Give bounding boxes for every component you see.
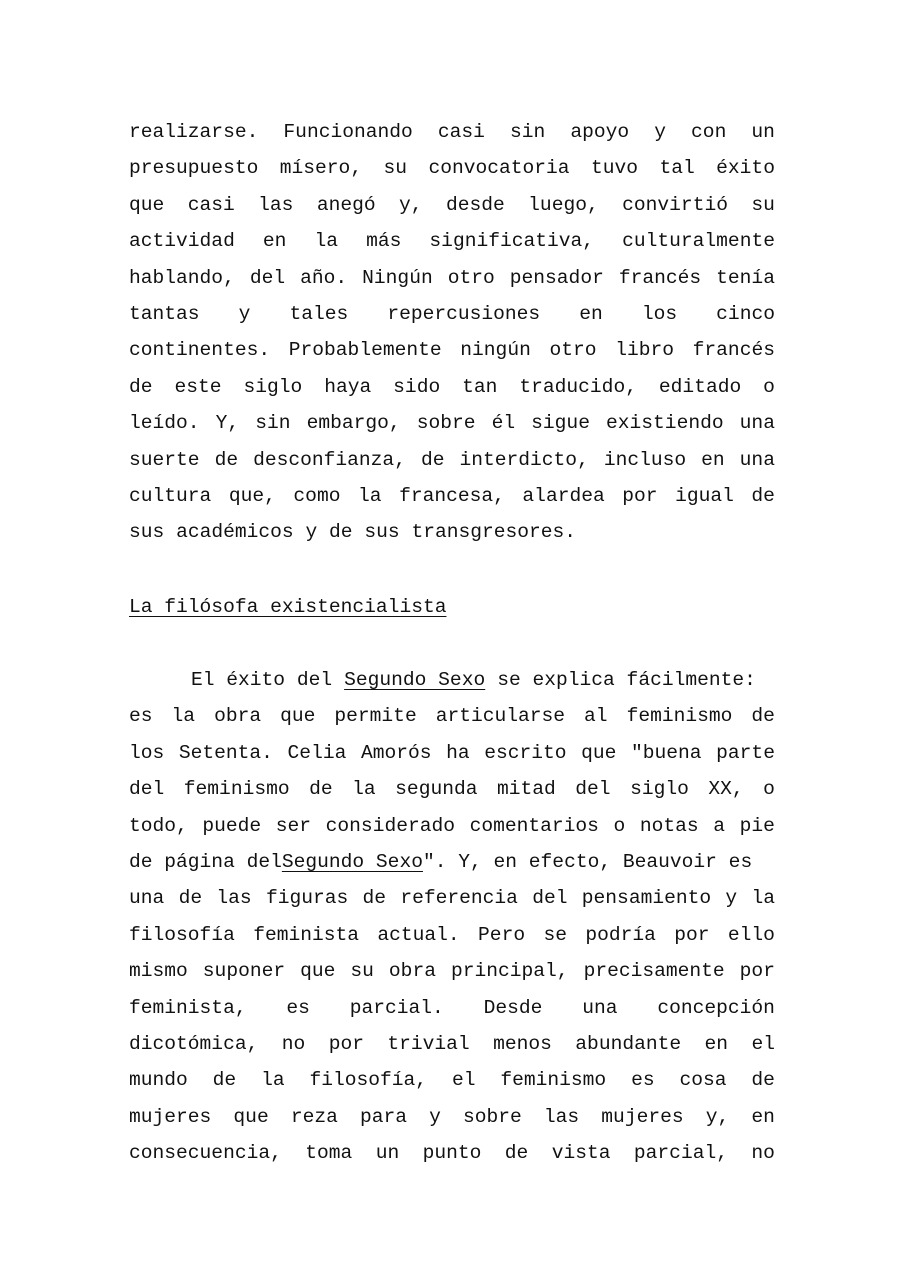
paragraph-line [129, 442, 775, 478]
word: anegó [316, 193, 376, 216]
word: leído. [129, 412, 200, 435]
word: presupuesto [129, 157, 259, 180]
word: las [216, 887, 252, 910]
word: Funcionando [283, 121, 413, 143]
word: su [751, 193, 775, 216]
word: de [329, 521, 353, 544]
word: sin [509, 121, 546, 143]
word: figuras [265, 887, 349, 910]
word: la [751, 887, 775, 910]
word: Amorós [360, 741, 432, 764]
word: comentarios [469, 814, 599, 837]
word: que, [228, 484, 276, 507]
paragraph-line [129, 332, 775, 368]
paragraph-line [129, 953, 775, 989]
paragraph-line [129, 1135, 775, 1171]
word: francesa, [399, 484, 505, 507]
word: no [751, 1142, 775, 1165]
book-title: Segundo Sexo [344, 669, 486, 691]
word: y [238, 302, 251, 325]
word: la [261, 1069, 285, 1092]
word: una [739, 412, 775, 435]
word: a [713, 814, 726, 837]
word: sobre [416, 412, 476, 435]
word: segunda [395, 778, 478, 801]
paragraph-text: El éxito del [191, 669, 333, 691]
word: ser [275, 814, 312, 837]
word: como [293, 484, 341, 507]
word: consecuencia, [129, 1142, 282, 1165]
word: pensamiento [581, 887, 712, 910]
word: que [129, 193, 165, 216]
word: feminista [253, 923, 360, 946]
word: luego, [528, 193, 599, 216]
word: la [358, 484, 382, 507]
word: principal, [450, 960, 569, 983]
word: obra [214, 705, 262, 728]
word: y [654, 121, 666, 143]
word: francés [618, 266, 702, 289]
word: un [751, 121, 775, 143]
word: tan [462, 375, 498, 398]
word: por [739, 960, 775, 983]
word: mitad [496, 778, 556, 801]
word: feminismo [500, 1069, 607, 1092]
word: las [258, 193, 294, 216]
word: mujeres [601, 1105, 684, 1128]
paragraph-line [129, 1026, 775, 1062]
word: de [751, 484, 775, 507]
word: es [129, 705, 153, 728]
word: Desde [483, 996, 543, 1019]
word: reza [290, 1105, 338, 1128]
word: referencia [400, 887, 518, 910]
word: que [581, 741, 617, 764]
word: obra [388, 960, 436, 983]
word: casi [437, 121, 485, 143]
paragraph-line [129, 844, 775, 880]
word: embargo, [306, 412, 401, 435]
word: por [328, 1032, 364, 1055]
word: este [174, 375, 222, 398]
paragraph-line [129, 369, 775, 405]
word: abundante [575, 1032, 682, 1055]
paragraph-line [129, 114, 775, 150]
paragraph-line [129, 917, 775, 953]
word: del [249, 266, 286, 289]
word: concepción [657, 996, 775, 1019]
word: Y, [215, 412, 240, 435]
word: para [359, 1105, 408, 1128]
word: punto [422, 1142, 482, 1165]
word: Celia [287, 741, 347, 764]
paragraph-line [129, 150, 775, 186]
word: por [622, 484, 658, 507]
word: tuvo [590, 157, 639, 180]
word: una [129, 887, 165, 910]
paragraph-line [129, 478, 775, 514]
word: sus [129, 521, 165, 544]
word: mísero, [279, 157, 363, 180]
word: feminista, [129, 996, 247, 1019]
word: Setenta. [178, 741, 273, 764]
word: suerte [129, 448, 200, 471]
paragraph-2 [129, 662, 775, 1171]
word: al [584, 705, 608, 728]
word: interdicto, [459, 448, 589, 471]
word: parte [716, 741, 775, 764]
book-title: Segundo Sexo [281, 850, 423, 873]
word: feminismo [183, 778, 290, 801]
word: transgresores. [411, 521, 577, 544]
word: toma [305, 1142, 353, 1165]
word: precisamente [583, 960, 725, 983]
word: repercusiones [387, 302, 541, 325]
paragraph-line [129, 260, 775, 296]
word: todo, [129, 814, 188, 837]
word: significativa, [429, 230, 595, 253]
word: por [674, 923, 710, 946]
word: puede [202, 814, 262, 837]
word: actual. [377, 923, 460, 946]
word: cinco [716, 302, 775, 325]
word: sobre [463, 1105, 522, 1128]
paragraph-1 [129, 114, 775, 551]
word: realizarse. [129, 121, 259, 143]
word: siglo [630, 778, 689, 801]
word: un [375, 1142, 400, 1165]
word: la [171, 705, 196, 728]
word: traducido, [519, 375, 637, 398]
word: XX, [708, 778, 744, 801]
word: pensador [509, 266, 604, 289]
paragraph-text: de página del [129, 850, 282, 873]
word: ello [727, 923, 775, 946]
word: existiendo [606, 412, 724, 435]
word: continentes. [129, 339, 271, 362]
word: feminismo [626, 705, 733, 728]
word: de [178, 887, 203, 910]
word: desde [445, 193, 505, 216]
word: tantas [129, 302, 200, 325]
word: es [286, 996, 310, 1019]
word: francés [692, 339, 775, 362]
paragraph-line [129, 187, 775, 223]
word: editado [658, 375, 742, 398]
word: con [691, 121, 727, 143]
word: o [763, 375, 775, 398]
word: que [233, 1105, 269, 1128]
paragraph-line [129, 514, 775, 550]
word: y [725, 887, 738, 910]
paragraph-line [129, 296, 775, 332]
word: en [701, 448, 725, 471]
word: una [739, 448, 775, 471]
word: tenía [716, 266, 775, 289]
word: las [543, 1105, 580, 1128]
word: otro [549, 339, 597, 362]
word: vista [551, 1142, 611, 1165]
word: de [751, 1069, 775, 1092]
word: académicos [176, 521, 294, 544]
word: casi [187, 193, 235, 216]
word: del [129, 778, 165, 801]
section-heading: La filósofa existencialista [129, 596, 447, 618]
word: los [641, 302, 678, 325]
word: Pero [478, 923, 526, 946]
word: pie [739, 814, 775, 837]
word: alardea [522, 484, 605, 507]
word: parcial. [349, 996, 444, 1019]
word: articularse [435, 705, 566, 728]
paragraph-line [129, 735, 775, 771]
word: convirtió [622, 193, 728, 216]
word: una [582, 996, 618, 1019]
word: y, [399, 193, 423, 216]
word: parcial, [633, 1142, 728, 1165]
word: haya [324, 375, 372, 398]
word: los [129, 741, 165, 764]
word: permite [334, 705, 417, 728]
paragraph-line [129, 698, 775, 734]
paragraph-line [129, 990, 775, 1026]
word: su [350, 960, 374, 983]
word: siglo [243, 375, 303, 398]
word: sin [255, 412, 291, 435]
word: y [429, 1105, 441, 1128]
word: de [420, 448, 445, 471]
paragraph-line [129, 880, 775, 916]
word: su [383, 157, 408, 180]
word: que [300, 960, 336, 983]
word: de [214, 448, 239, 471]
word: incluso [603, 448, 687, 471]
paragraph-line [129, 1062, 775, 1098]
word: en [751, 1105, 775, 1128]
paragraph-line [129, 1099, 775, 1135]
paragraph-line [129, 808, 775, 844]
word: no [281, 1032, 306, 1055]
word: el [451, 1069, 476, 1092]
word: igual [675, 484, 734, 507]
word: mundo [129, 1069, 188, 1092]
word: Ningún [362, 266, 433, 289]
word: Probablemente [288, 339, 442, 362]
word: apoyo [570, 121, 630, 143]
word: él [491, 412, 516, 435]
word: dicotómica, [129, 1032, 259, 1055]
word: desconfianza, [253, 448, 406, 471]
word: de [751, 705, 775, 728]
word: escrito [484, 741, 567, 764]
word: filosofía, [309, 1069, 428, 1092]
word: y, [705, 1105, 730, 1128]
word: ha [446, 741, 470, 764]
word: tales [289, 302, 349, 325]
paragraph-line [129, 771, 775, 807]
word: el [751, 1032, 775, 1055]
word: se [543, 923, 567, 946]
word: en [579, 302, 603, 325]
word: ningún [460, 339, 531, 362]
word: la [352, 778, 376, 801]
paragraph-text: se explica fácilmente: [497, 669, 756, 691]
word: o [763, 778, 775, 801]
word: trivial [387, 1032, 470, 1055]
word: sido [393, 375, 441, 398]
word: sigue [531, 412, 590, 435]
paragraph-line [129, 662, 775, 698]
word: hablando, [129, 266, 235, 289]
paragraph-text: ". Y, en efecto, Beauvoir es [422, 850, 753, 873]
word: en [262, 230, 287, 253]
word: convocatoria [428, 157, 570, 180]
word: filosofía [129, 923, 235, 946]
word: cultura [129, 484, 212, 507]
word: en [704, 1032, 729, 1055]
word: y [305, 521, 318, 544]
word: sus [364, 521, 400, 544]
word: podría [585, 923, 656, 946]
word: suponer [202, 960, 286, 983]
word: cosa [679, 1069, 727, 1092]
word: que [280, 705, 316, 728]
paragraph-line [129, 405, 775, 441]
word: de [362, 887, 387, 910]
word: la [314, 230, 339, 253]
word: es [631, 1069, 655, 1092]
word: de [129, 375, 153, 398]
word: otro [447, 266, 495, 289]
word: mujeres [129, 1105, 212, 1128]
paragraph-line [129, 223, 775, 259]
word: menos [493, 1032, 552, 1055]
word: del [532, 887, 568, 910]
word: de [212, 1069, 237, 1092]
word: más [366, 230, 402, 253]
word: actividad [129, 230, 235, 253]
word: notas [639, 814, 699, 837]
word: considerado [325, 814, 455, 837]
word: culturalmente [622, 230, 775, 253]
word: de [504, 1142, 529, 1165]
word: mismo [129, 960, 188, 983]
word: tal [659, 157, 695, 180]
word: o [613, 814, 626, 837]
word: de [309, 778, 333, 801]
word: año. [300, 266, 348, 289]
word: éxito [716, 157, 775, 180]
word: del [575, 778, 611, 801]
word: "buena [631, 741, 702, 764]
word: libro [615, 339, 674, 362]
